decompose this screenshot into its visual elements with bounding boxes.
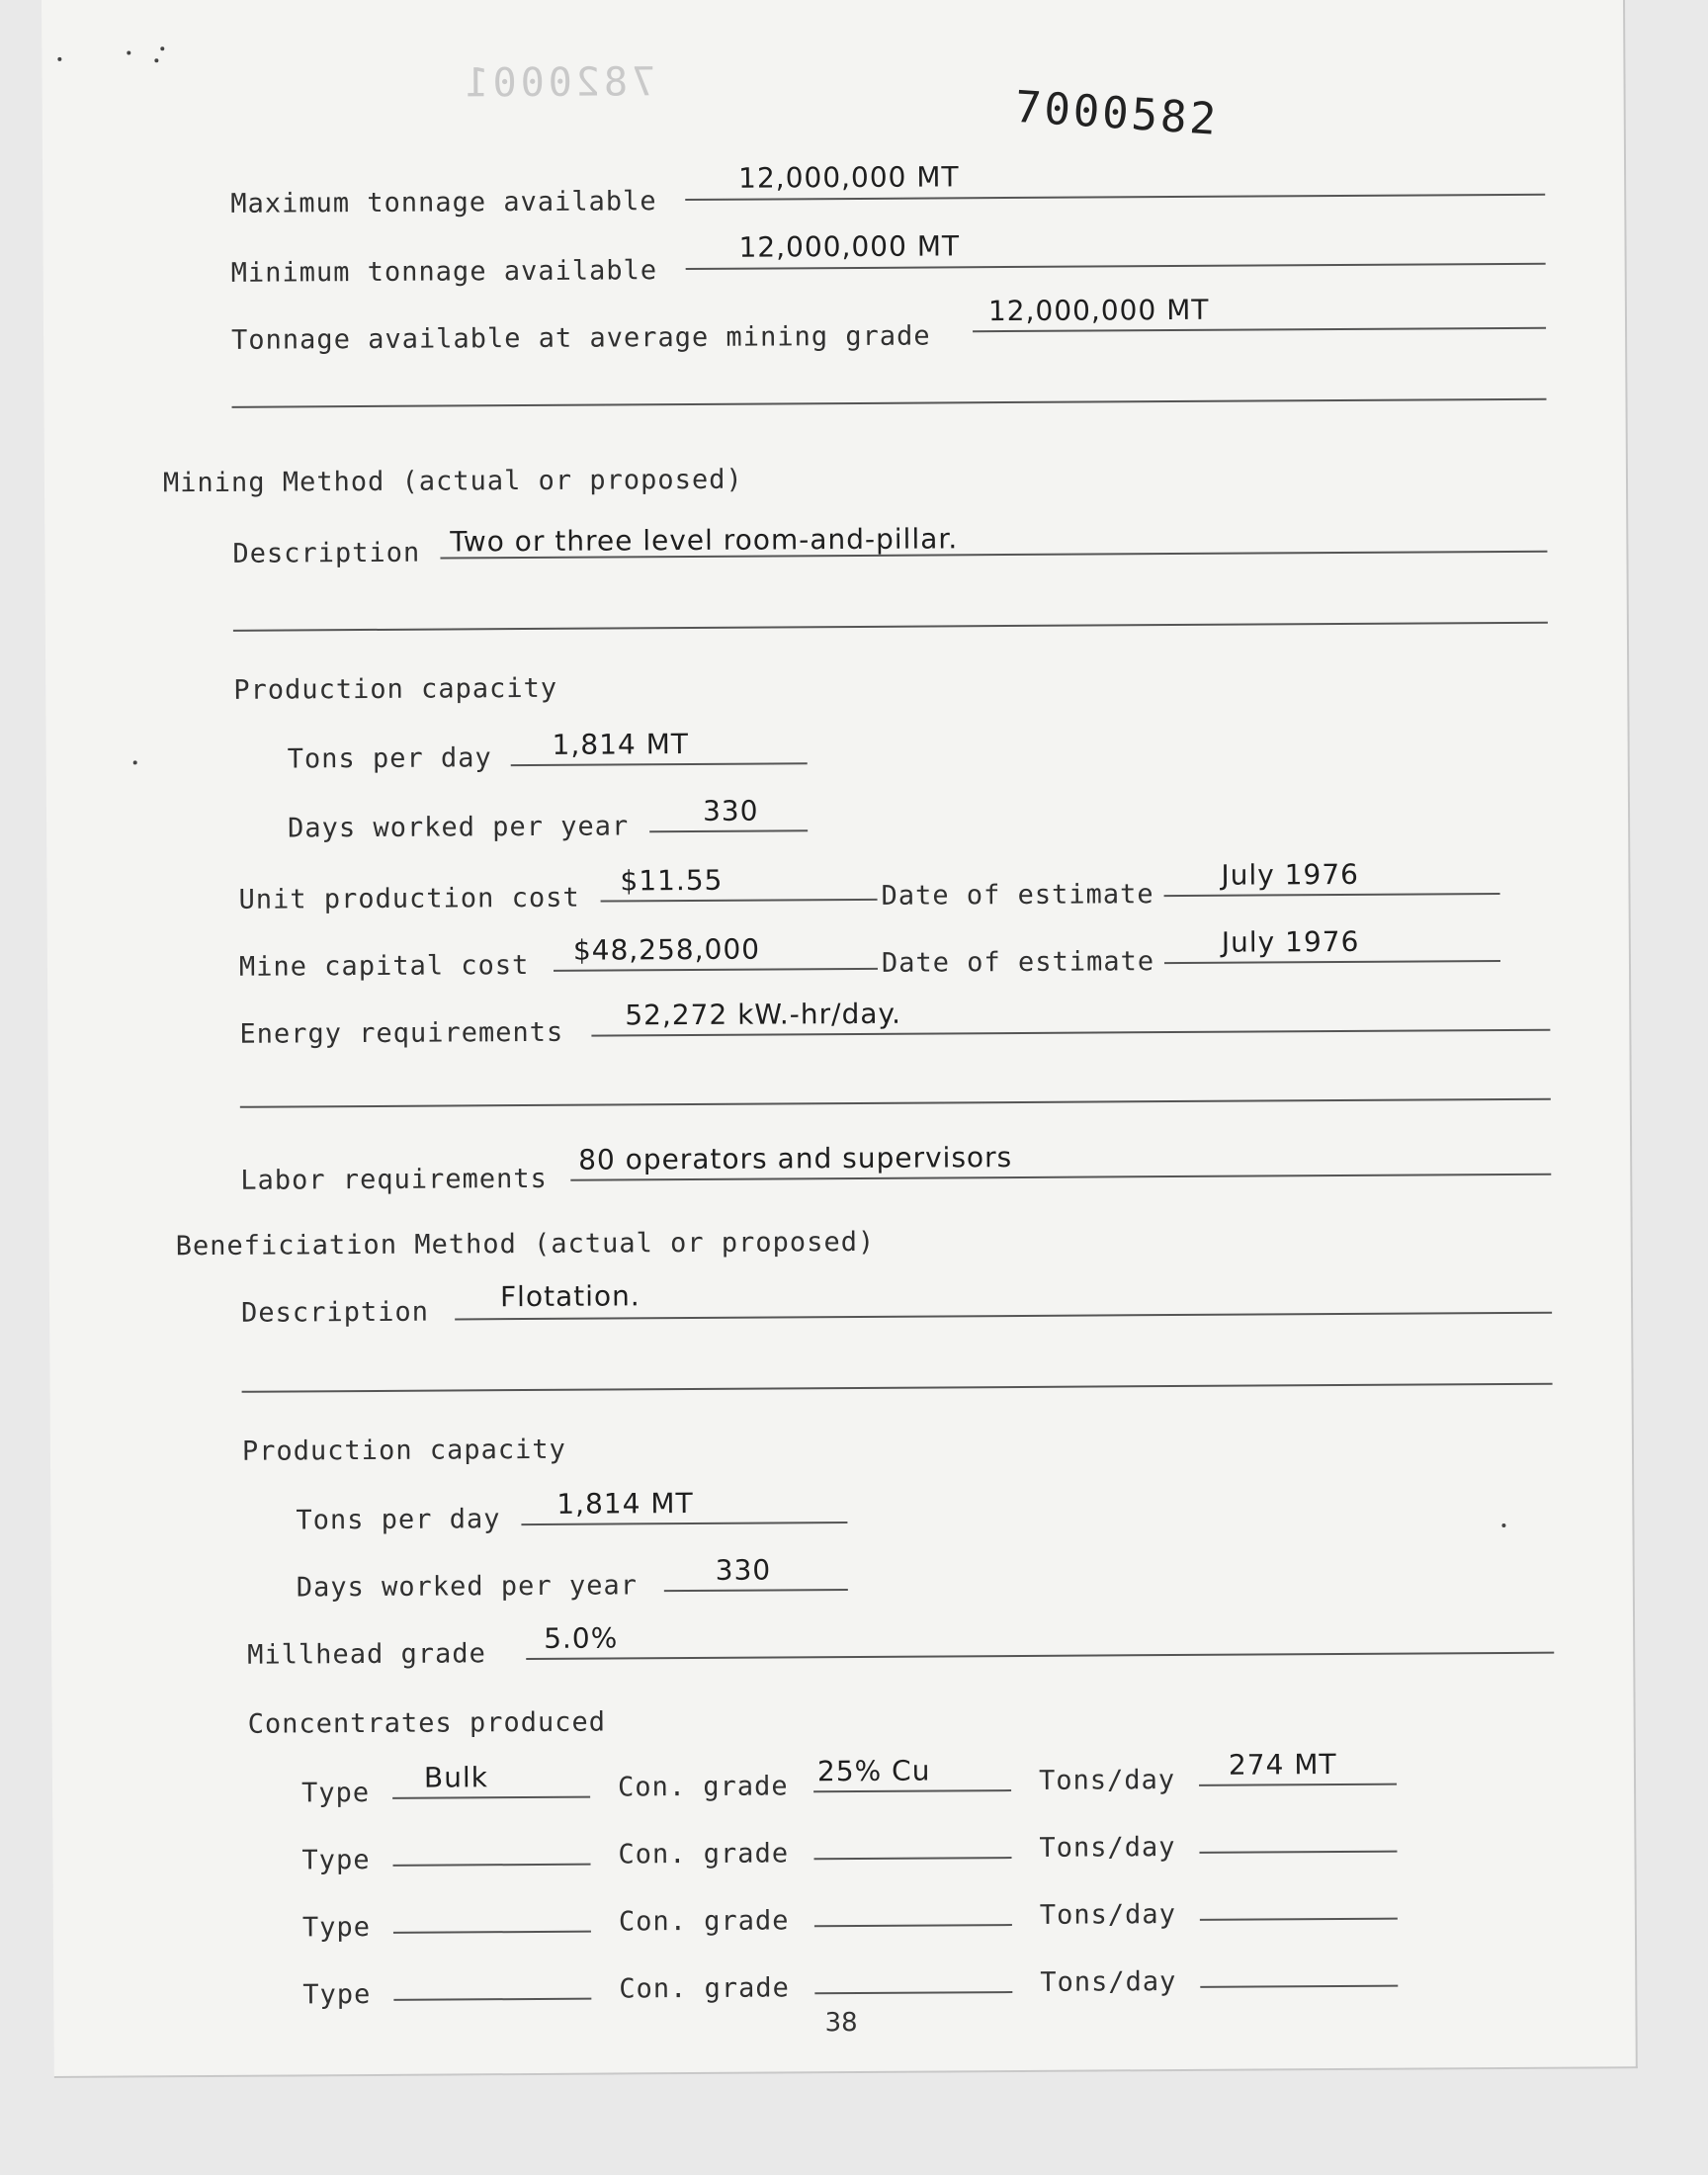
tons-day-line <box>1199 1851 1397 1854</box>
con-grade-label: Con. grade <box>618 1905 790 1938</box>
millhead-value: 5.0% <box>544 1621 619 1655</box>
mining-description-label: Description <box>232 537 421 569</box>
millhead-label: Millhead grade <box>247 1638 486 1671</box>
beneficiation-description-label: Description <box>241 1296 430 1329</box>
tons-day-label: Tons/day <box>1038 1765 1176 1796</box>
type-label: Type <box>301 1912 372 1944</box>
avg-tonnage-label: Tonnage available at average mining grade <box>231 320 931 356</box>
type-label: Type <box>301 1845 371 1876</box>
avg-tonnage-line <box>973 327 1546 333</box>
unit-cost-label: Unit production cost <box>238 882 580 915</box>
max-tonnage-value: 12,000,000 MT <box>738 160 960 195</box>
labor-label: Labor requirements <box>240 1163 548 1196</box>
min-tonnage-line <box>686 263 1546 270</box>
type-label: Type <box>302 1979 372 2011</box>
document-number-stamp: 7000582 <box>1013 81 1221 145</box>
mining-method-heading: Mining Method (actual or proposed) <box>162 464 743 499</box>
ink-speck <box>127 50 130 54</box>
energy-line-2 <box>240 1098 1551 1108</box>
energy-value: 52,272 kW.-hr/day. <box>625 997 902 1032</box>
beneficiation-description-line-2 <box>242 1383 1553 1393</box>
capital-cost-label: Mine capital cost <box>238 950 530 983</box>
mining-capacity-heading: Production capacity <box>233 672 558 706</box>
date-estimate-line-2 <box>1164 960 1500 964</box>
unit-cost-line <box>601 899 878 903</box>
type-value: Bulk <box>423 1761 489 1794</box>
date-estimate-line-1 <box>1164 893 1500 897</box>
tons-day-label: Tons/day <box>1039 1832 1176 1864</box>
tons-day-label: Tons/day <box>1039 1899 1176 1931</box>
faint-stamp: 7820001 <box>461 59 656 107</box>
millhead-line <box>526 1652 1554 1660</box>
con-grade-line <box>813 1857 1011 1860</box>
beneficiation-tons-line <box>521 1522 847 1525</box>
energy-label: Energy requirements <box>239 1016 564 1050</box>
beneficiation-days-line <box>664 1589 848 1592</box>
capital-cost-line <box>554 968 878 972</box>
con-grade-label: Con. grade <box>617 1771 789 1803</box>
mining-tons-label: Tons per day <box>287 742 492 775</box>
ink-speck <box>133 760 137 764</box>
date-estimate-label-1: Date of estimate <box>881 879 1154 912</box>
blank-line <box>232 398 1547 408</box>
ink-speck <box>154 58 158 62</box>
mining-description-value: Two or three level room-and-pillar. <box>450 522 959 559</box>
ink-speck <box>160 46 164 50</box>
tons-day-line <box>1200 1918 1398 1921</box>
unit-cost-value: $11.55 <box>620 863 724 898</box>
labor-value: 80 operators and supervisors <box>578 1141 1013 1176</box>
mining-description-line-2 <box>233 622 1548 632</box>
beneficiation-description-value: Flotation. <box>499 1279 640 1314</box>
con-grade-line <box>814 1924 1012 1927</box>
max-tonnage-line <box>685 194 1545 201</box>
page-number: 38 <box>824 2007 858 2039</box>
date-estimate-value-1: July 1976 <box>1221 857 1360 892</box>
type-line <box>392 1796 590 1799</box>
con-grade-label: Con. grade <box>619 1972 790 2005</box>
mining-days-value: 330 <box>702 794 759 827</box>
beneficiation-capacity-heading: Production capacity <box>241 1434 566 1467</box>
mining-tons-value: 1,814 MT <box>552 728 690 761</box>
beneficiation-description-line <box>455 1312 1552 1321</box>
type-line <box>393 1864 591 1867</box>
min-tonnage-value: 12,000,000 MT <box>738 229 961 264</box>
max-tonnage-label: Maximum tonnage available <box>230 186 657 219</box>
con-grade-line <box>814 1991 1012 1994</box>
tons-day-line <box>1200 1985 1398 1988</box>
mining-days-line <box>649 829 808 832</box>
type-line <box>393 1998 591 2001</box>
type-line <box>393 1931 591 1934</box>
document-page <box>42 0 1638 2078</box>
mining-days-label: Days worked per year <box>288 811 630 844</box>
tons-day-value: 274 MT <box>1228 1748 1337 1782</box>
con-grade-value: 25% Cu <box>816 1754 931 1788</box>
beneficiation-tons-label: Tons per day <box>296 1504 501 1536</box>
date-estimate-value-2: July 1976 <box>1221 924 1360 959</box>
con-grade-label: Con. grade <box>618 1838 790 1870</box>
ink-speck <box>1501 1523 1505 1527</box>
avg-tonnage-value: 12,000,000 MT <box>987 293 1210 328</box>
capital-cost-value: $48,258,000 <box>572 932 761 967</box>
beneficiation-tons-value: 1,814 MT <box>556 1486 694 1521</box>
beneficiation-heading: Beneficiation Method (actual or proposed) <box>175 1226 876 1262</box>
beneficiation-days-value: 330 <box>715 1553 772 1587</box>
tons-day-line <box>1199 1784 1397 1786</box>
concentrates-heading: Concentrates produced <box>247 1706 607 1740</box>
type-label: Type <box>300 1778 371 1809</box>
date-estimate-label-2: Date of estimate <box>881 946 1155 979</box>
tons-day-label: Tons/day <box>1040 1966 1177 1998</box>
beneficiation-days-label: Days worked per year <box>296 1570 639 1604</box>
min-tonnage-label: Minimum tonnage available <box>230 255 658 289</box>
con-grade-line <box>813 1789 1011 1792</box>
mining-tons-line <box>511 762 808 766</box>
ink-speck <box>57 57 61 61</box>
